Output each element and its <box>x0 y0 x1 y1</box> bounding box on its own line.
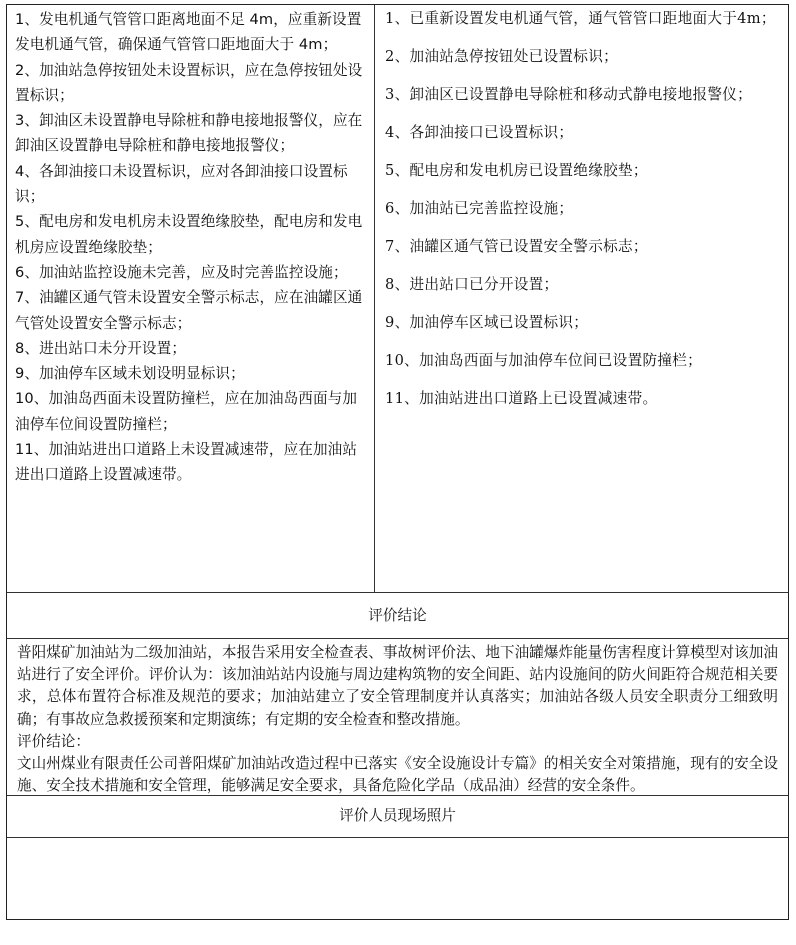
photos-heading: 评价人员现场照片 <box>7 796 788 838</box>
fix-item-9: 9、加油停车区域已设置标识； <box>385 314 589 331</box>
fix-item-10: 10、加油岛西面与加油停车位间已设置防撞栏； <box>385 352 703 369</box>
issue-item-7: 7、油罐区通气管未设置安全警示标志，应在油罐区通气管处设置安全警示标志； <box>15 289 363 332</box>
issue-item-4: 4、各卸油接口未设置标识，应对各卸油接口设置标识； <box>15 162 348 206</box>
issue-item-1: 1、发电机通气管管口距离地面不足 4m，应重新设置发电机通气管，确保通气管管口距地面大于 4m； <box>15 11 362 54</box>
fix-item-1: 1、已重新设置发电机通气管，通气管管口距地面大于4m； <box>385 10 776 27</box>
fix-item-2: 2、加油站急停按钮处已设置标识； <box>385 48 618 65</box>
fix-item-3: 3、卸油区已设置静电导除桩和移动式静电接地报警仪； <box>385 86 753 103</box>
conclusion-paragraph: 普阳煤矿加油站为二级加油站，本报告采用安全检查表、事故树评价法、地下油罐爆炸能量伤害程度计算模型对该加油站进行了安全评价。评价认为：该加油站站内设施与周边建构筑物的安全间距、站内设施间的防火间距符合规范相关要求，总体布置符合标准及规范的要求；加油站建立了安全管理制度并认真落实；加油站各级人员安全职责分工细致明确；有事故应急救援预案和定期演练；有定期的安全检查和整改措施。 <box>17 644 778 728</box>
conclusion-final-paragraph: 文山州煤业有限责任公司普阳煤矿加油站改造过程中已落实《安全设施设计专篇》的相关安全对策措施，现有的安全设施、安全技术措施和安全管理，能够满足安全要求，具备危险化学品（成品油）经营的安全条件。 <box>17 755 778 795</box>
fixes-column <box>375 5 788 592</box>
issue-item-3: 3、卸油区未设置静电导除桩和静电接地报警仪，应在卸油区设置静电导除桩和静电接地报警仪； <box>15 112 363 155</box>
conclusion-body <box>7 639 788 796</box>
fix-item-7: 7、油罐区通气管已设置安全警示标志； <box>385 238 648 255</box>
fix-item-11: 11、加油站进出口道路上已设置减速带。 <box>385 390 658 407</box>
evaluation-table <box>6 4 789 920</box>
issue-item-8: 8、进出站口未分开设置； <box>15 339 187 357</box>
issue-item-10: 10、加油岛西面未设置防撞栏，应在加油岛西面与加油停车位间设置防撞栏； <box>15 390 358 433</box>
conclusion-heading: 评价结论 <box>7 593 788 639</box>
fix-item-6: 6、加油站已完善监控设施； <box>385 200 574 217</box>
fix-item-8: 8、进出站口已分开设置； <box>385 276 559 293</box>
fix-item-5: 5、配电房和发电机房已设置绝缘胶垫； <box>385 162 648 179</box>
conclusion-label: 评价结论： <box>17 732 90 750</box>
rectification-row <box>7 5 788 593</box>
issue-item-6: 6、加油站监控设施未完善，应及时完善监控设施； <box>15 263 348 281</box>
fix-item-4: 4、各卸油接口已设置标识； <box>385 124 574 141</box>
issues-column <box>7 5 375 592</box>
issue-item-9: 9、加油停车区域未划设明显标识； <box>15 365 245 383</box>
issue-item-11: 11、加油站进出口道路上未设置减速带，应在加油站进出口道路上设置减速带。 <box>15 441 358 484</box>
issue-item-2: 2、加油站急停按钮处未设置标识，应在急停按钮处设置标识； <box>15 61 363 104</box>
issue-item-5: 5、配电房和发电机房未设置绝缘胶垫，配电房和发电机房应设置绝缘胶垫； <box>15 213 363 256</box>
